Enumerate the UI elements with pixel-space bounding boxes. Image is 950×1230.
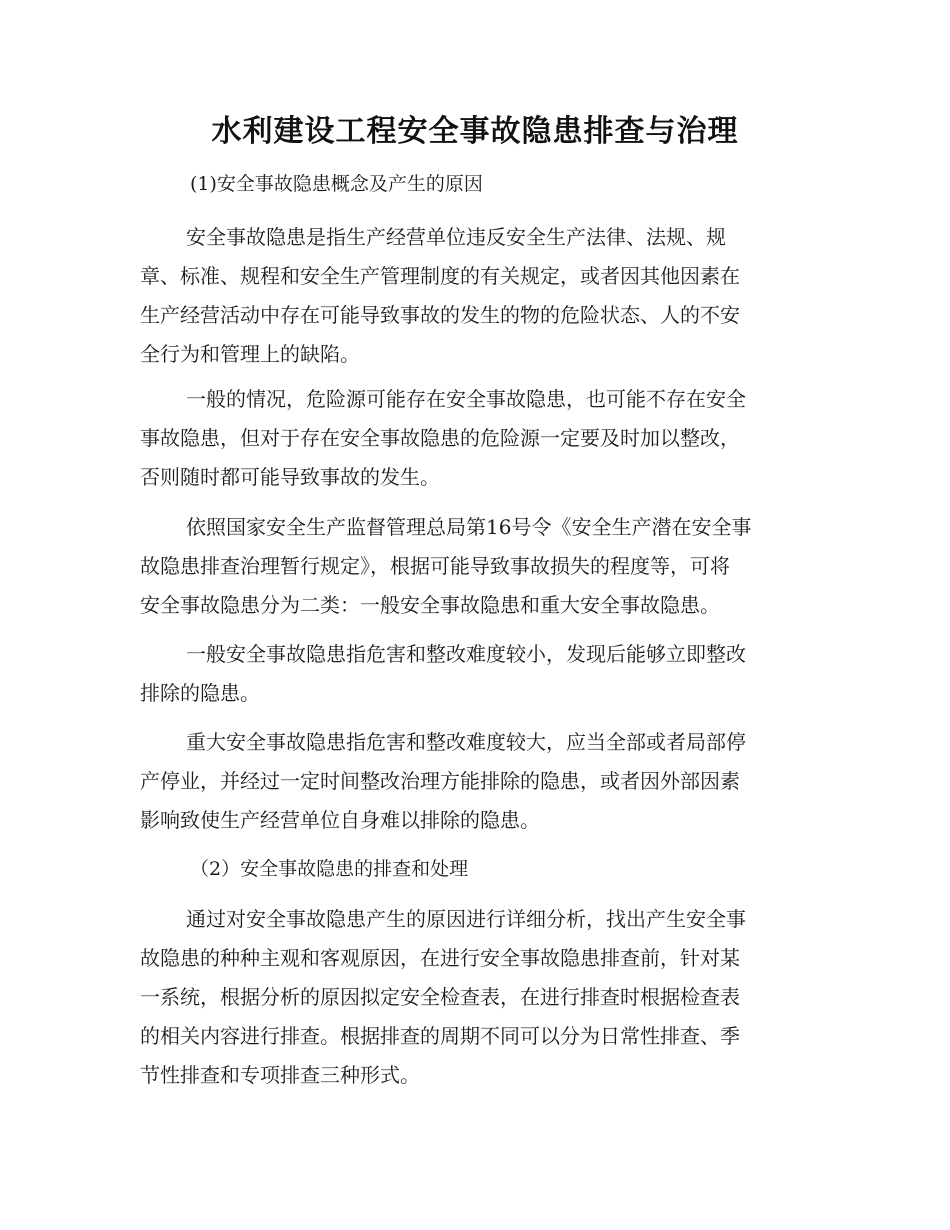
- paragraph-line: 故隐患的种种主观和客观原因，在进行安全事故隐患排查前，针对某: [140, 946, 740, 970]
- paragraph-4: [140, 635, 800, 713]
- paragraph-line: 一般安全事故隐患指危害和整改难度较小，发现后能够立即整改: [186, 642, 746, 666]
- paragraph-line: 重大安全事故隐患指危害和整改难度较大，应当全部或者局部停: [186, 730, 746, 754]
- paragraph-line: 通过对安全事故隐患产生的原因进行详细分析，找出产生安全事: [186, 907, 746, 931]
- paragraph-line: 一系统，根据分析的原因拟定安全检查表，在进行排查时根据检查表: [140, 985, 740, 1009]
- paragraph-line: 章、标准、规程和安全生产管理制度的有关规定，或者因其他因素在: [140, 264, 740, 288]
- paragraph-line: 一般的情况，危险源可能存在安全事故隐患，也可能不存在安全: [186, 387, 746, 411]
- paragraph-line: 故隐患排查治理暂行规定》，根据可能导致事故损失的程度等，可将: [140, 554, 730, 578]
- section-heading-2: （2）安全事故隐患的排查和处理: [190, 858, 469, 880]
- paragraph-line: 的相关内容进行排查。根据排查的周期不同可以分为日常性排查、季: [140, 1024, 740, 1048]
- paragraph-line: 生产经营活动中存在可能导致事故的发生的物的危险状态、人的不安: [140, 303, 740, 327]
- paragraph-line: 影响致使生产经营单位自身难以排除的隐患。: [140, 808, 540, 832]
- paragraph-line: 安全事故隐患是指生产经营单位违反安全生产法律、法规、规: [186, 225, 726, 249]
- section-heading-1: (1)安全事故隐患概念及产生的原因: [190, 173, 483, 195]
- document-title: 水利建设工程安全事故隐患排查与治理: [211, 114, 739, 149]
- paragraph-line: 排除的隐患。: [140, 681, 260, 705]
- paragraph-3: [140, 508, 800, 625]
- paragraph-line: 依照国家安全生产监督管理总局第16号令《安全生产潜在安全事: [186, 515, 752, 539]
- paragraph-line: 节性排查和专项排查三种形式。: [140, 1063, 420, 1087]
- paragraph-line: 安全事故隐患分为二类：一般安全事故隐患和重大安全事故隐患。: [140, 593, 720, 617]
- paragraph-line: 全行为和管理上的缺陷。: [140, 342, 360, 366]
- paragraph-1: [140, 218, 800, 374]
- paragraph-line: 否则随时都可能导致事故的发生。: [140, 465, 440, 489]
- paragraph-line: 产停业，并经过一定时间整改治理方能排除的隐患，或者因外部因素: [140, 769, 740, 793]
- paragraph-5: [140, 723, 800, 840]
- paragraph-2: [140, 380, 800, 497]
- paragraph-line: 事故隐患，但对于存在安全事故隐患的危险源一定要及时加以整改，: [140, 426, 740, 450]
- paragraph-6: [140, 900, 800, 1095]
